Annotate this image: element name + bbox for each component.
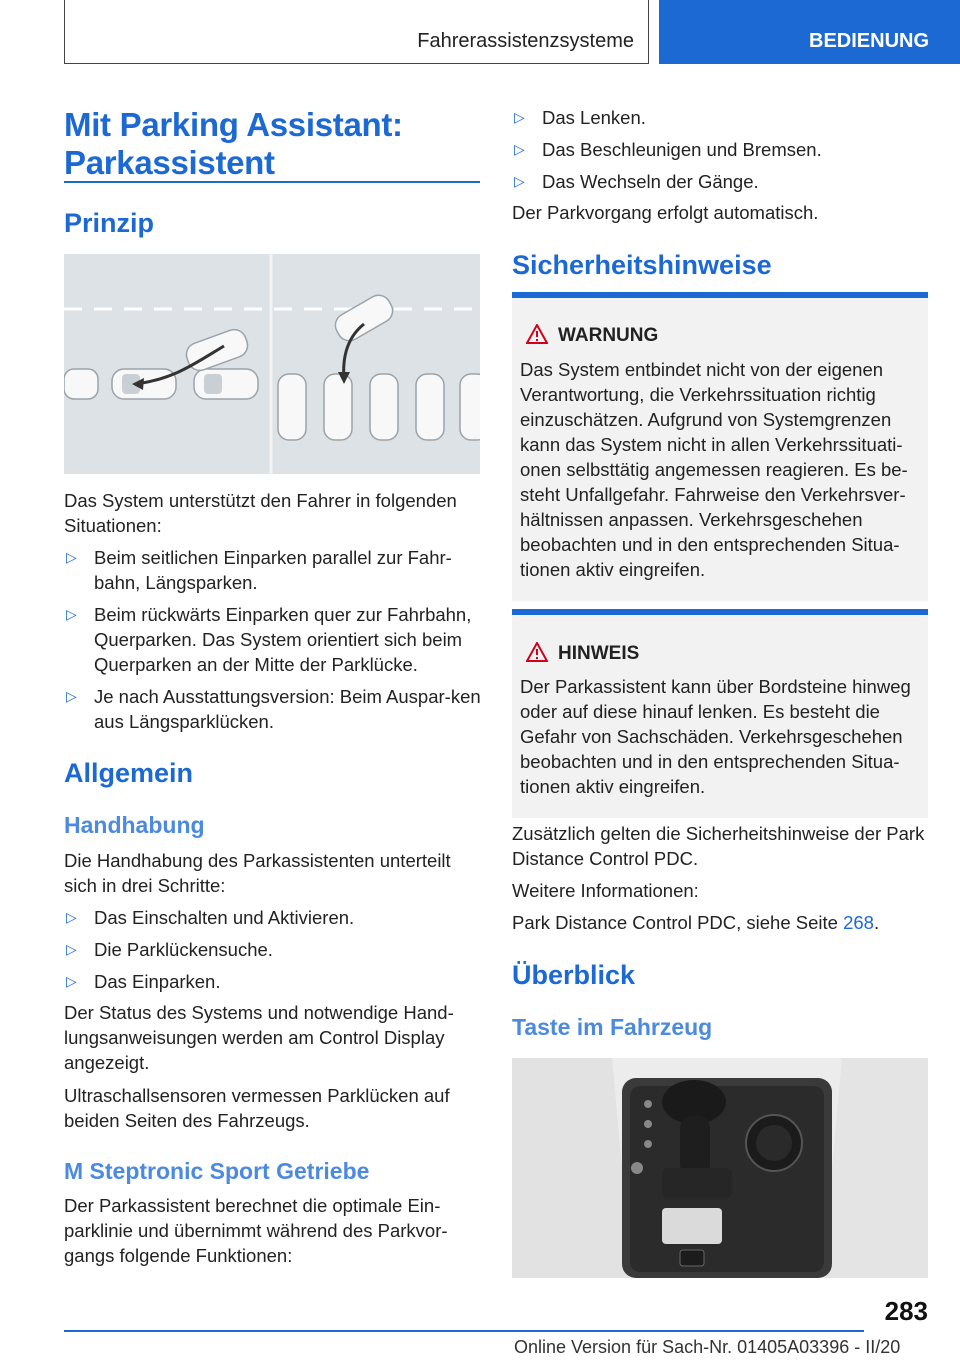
- header-chapter-label: BEDIENUNG: [809, 30, 930, 52]
- warning-box: [512, 292, 928, 601]
- header-section-tab: [64, 0, 649, 64]
- page-number: 283: [884, 1296, 928, 1326]
- heading-ueberblick: Überblick: [512, 960, 636, 990]
- pdc-reference: Park Distance Control PDC, siehe Seite 268.: [512, 912, 880, 933]
- parking-diagram: [64, 254, 480, 474]
- list-item: ▷ Das Einschalten und Aktivieren.: [66, 907, 355, 928]
- triangle-bullet-icon: ▷: [66, 973, 77, 989]
- heading-allgemein: Allgemein: [64, 758, 194, 788]
- notice-box: [512, 609, 928, 818]
- triangle-bullet-icon: ▷: [514, 109, 525, 125]
- notice-triangle-icon: [526, 642, 548, 662]
- parking-illustration: [64, 254, 480, 474]
- handhabung-text: Die Handhabung des Parkassistenten unterteilt sich in drei Schritte:: [64, 850, 451, 896]
- weitere-text: Weitere Informationen:: [512, 880, 699, 901]
- heading-prinzip: Prinzip: [64, 208, 155, 238]
- warning-title: WARNUNG: [558, 325, 659, 346]
- notice-text: Der Parkassistent kann über Bordsteine hinweg oder auf diese hinauf lenken. Es besteht die Gefahr von Sachschäden. Verkehrsgeschehen beobachten und in den entsprechenden Situa-tionen aktiv eingreifen.: [520, 676, 911, 797]
- list-item: ▷ Je nach Ausstattungsversion: Beim Auspar-ken aus Längsparklücken.: [66, 686, 481, 732]
- triangle-bullet-icon: ▷: [66, 941, 77, 957]
- console-photo: [512, 1058, 928, 1278]
- page-title: Mit Parking Assistant: Parkassistent: [64, 106, 403, 181]
- heading-taste: Taste im Fahrzeug: [512, 1014, 713, 1040]
- list-item: ▷ Das Wechseln der Gänge.: [514, 171, 759, 192]
- zusatz-text: Zusätzlich gelten die Sicherheitshinweise der Park Distance Control PDC.: [512, 823, 925, 869]
- list-item: ▷ Beim rückwärts Einparken quer zur Fahrbahn, Querparken. Das System orientiert sich beim Querparken an der Mitte der Parklücke.: [66, 604, 472, 675]
- warning-triangle-icon: [526, 324, 548, 344]
- heading-handhabung: Handhabung: [64, 812, 205, 838]
- page-link-268[interactable]: 268: [843, 912, 874, 933]
- prinzip-text: Das System unterstützt den Fahrer in folgenden Situationen:: [64, 490, 457, 536]
- triangle-bullet-icon: ▷: [66, 688, 77, 704]
- auto-text: Der Parkvorgang erfolgt automatisch.: [512, 202, 819, 223]
- footer-text: Online Version für Sach-Nr. 01405A03396 - II/20: [514, 1337, 901, 1357]
- heading-getriebe: M Steptronic Sport Getriebe: [64, 1158, 370, 1184]
- status-text: Der Status des Systems und notwendige Hand-lungsanweisungen werden am Control Display angezeigt.: [64, 1002, 454, 1073]
- title-rule: [64, 181, 480, 183]
- notice-title: HINWEIS: [558, 643, 640, 664]
- ultra-text: Ultraschallsensoren vermessen Parklücken auf beiden Seiten des Fahrzeugs.: [64, 1085, 450, 1131]
- triangle-bullet-icon: ▷: [514, 141, 525, 157]
- header-section-label: Fahrerassistenzsysteme: [417, 30, 634, 52]
- list-item: ▷ Das Beschleunigen und Bremsen.: [514, 139, 822, 160]
- list-item: ▷ Beim seitlichen Einparken parallel zur Fahr-bahn, Längsparken.: [66, 547, 452, 593]
- console-illustration: [512, 1058, 928, 1278]
- triangle-bullet-icon: ▷: [66, 549, 77, 565]
- list-item: ▷ Das Lenken.: [514, 107, 646, 128]
- heading-sicherheit: Sicherheitshinweise: [512, 250, 772, 280]
- getriebe-text: Der Parkassistent berechnet die optimale Ein-parklinie und übernimmt während des Parkvor-gangs folgende Funktionen:: [64, 1195, 448, 1266]
- header-chapter-tab: [659, 0, 960, 64]
- list-item: ▷ Die Parklückensuche.: [66, 939, 273, 960]
- warning-text: Das System entbindet nicht von der eigenen Verantwortung, die Verkehrssituation richtig einzuschätzen. Aufgrund von Systemgrenzen kann das System nicht in allen Verkehrssituati-onen selbsttätig angemessen reagieren. Es be-steht Unfallgefahr. Fahrweise den Verkehrsver-hältnissen anpassen. Verkehrsgeschehen beobachten und in den entsprechenden Situa-tionen aktiv eingreifen.: [520, 359, 908, 580]
- footer-rule: [64, 1330, 864, 1332]
- triangle-bullet-icon: ▷: [66, 909, 77, 925]
- list-item: ▷ Das Einparken.: [66, 971, 221, 992]
- triangle-bullet-icon: ▷: [66, 606, 77, 622]
- triangle-bullet-icon: ▷: [514, 173, 525, 189]
